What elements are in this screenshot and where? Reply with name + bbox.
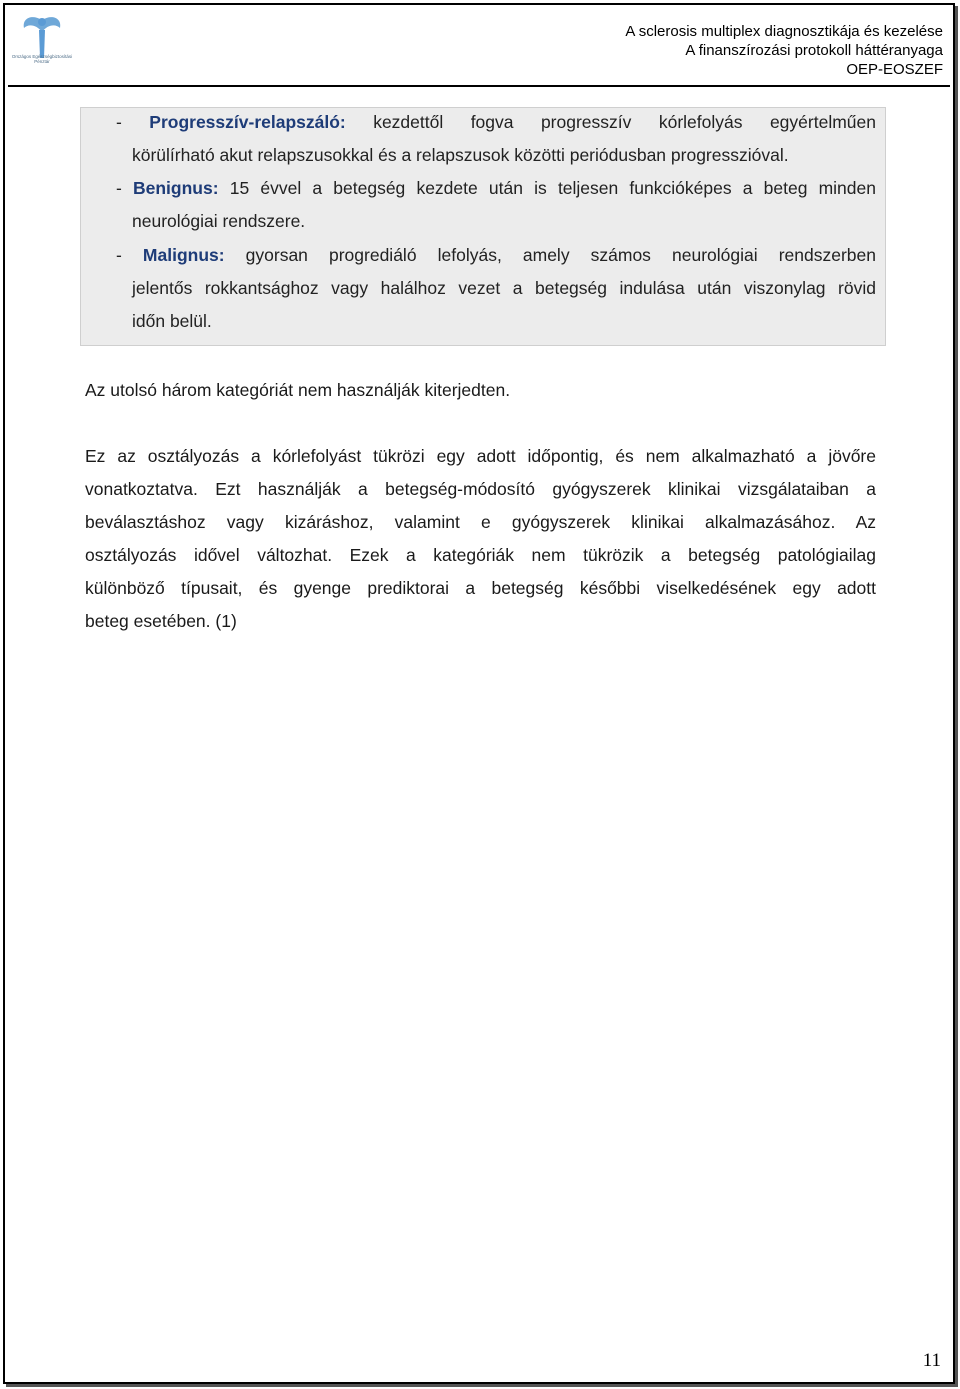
- term-label: Progresszív-relapszáló:: [149, 112, 346, 132]
- paragraph-line: osztályozás idővel változhat. Ezek a kategóriák nem tükrözik a betegség patológiailag: [85, 545, 876, 565]
- page-number: 11: [922, 1350, 941, 1371]
- term-label: Malignus:: [142, 245, 225, 265]
- item-text: 15 évvel a betegség kezdete után is teljesen funkcióképes a beteg minden: [229, 178, 876, 198]
- item-text-continued: időn belül.: [132, 311, 212, 331]
- paragraph-line: beteg esetében. (1): [85, 611, 237, 631]
- list-item-benign: - Benignus: 15 évvel a betegség kezdete után is teljesen funkcióképes a beteg minden: [116, 178, 876, 198]
- paragraph-line: különböző típusait, és gyenge prediktorai a betegség későbbi viselkedésének egy adott: [85, 578, 876, 598]
- paragraph-line: vonatkoztatva. Ezt használják a betegség-módosító gyógyszerek klinikai vizsgálataiban a: [85, 479, 876, 499]
- item-text-continued: körülírható akut relapszusokkal és a relapszusok közötti periódusban progresszióval.: [132, 145, 789, 165]
- document-header: [625, 22, 943, 79]
- header-title: A sclerosis multiplex diagnosztikája és kezelése: [625, 23, 943, 40]
- list-item-malignant: - Malignus: gyorsan progrediáló lefolyás, amely számos neurológiai rendszerben: [116, 245, 876, 265]
- list-item-progressive-relapsing: - Progresszív-relapszáló: kezdettől fogva progresszív kórlefolyás egyértelműen: [116, 112, 876, 132]
- paragraph-line: Ez az osztályozás a kórlefolyást tükrözi egy adott időpontig, és nem alkalmazható a jövőre: [85, 446, 876, 466]
- header-subtitle: A finanszírozási protokoll háttéranyaga: [685, 42, 943, 59]
- term-label: Benignus:: [133, 178, 219, 198]
- item-text: kezdettől fogva progresszív kórlefolyás egyértelműen: [373, 112, 876, 132]
- paragraph-note: Az utolsó három kategóriát nem használják kiterjedten.: [85, 380, 511, 400]
- logo-caption: Országos Egészségbiztosítási Pénztár: [11, 54, 73, 64]
- item-text-continued: neurológiai rendszere.: [132, 211, 306, 231]
- item-text-continued: jelentős rokkantsághoz vagy halálhoz vezet a betegség indulása után viszonylag rövid: [132, 278, 876, 298]
- item-text: gyorsan progrediáló lefolyás, amely számos neurológiai rendszerben: [245, 245, 876, 265]
- header-rule: [8, 85, 950, 87]
- paragraph-line: beválasztáshoz vagy kizáráshoz, valamint e gyógyszerek klinikai alkalmazásához. Az: [85, 512, 876, 532]
- header-org: OEP-EOSZEF: [846, 61, 943, 78]
